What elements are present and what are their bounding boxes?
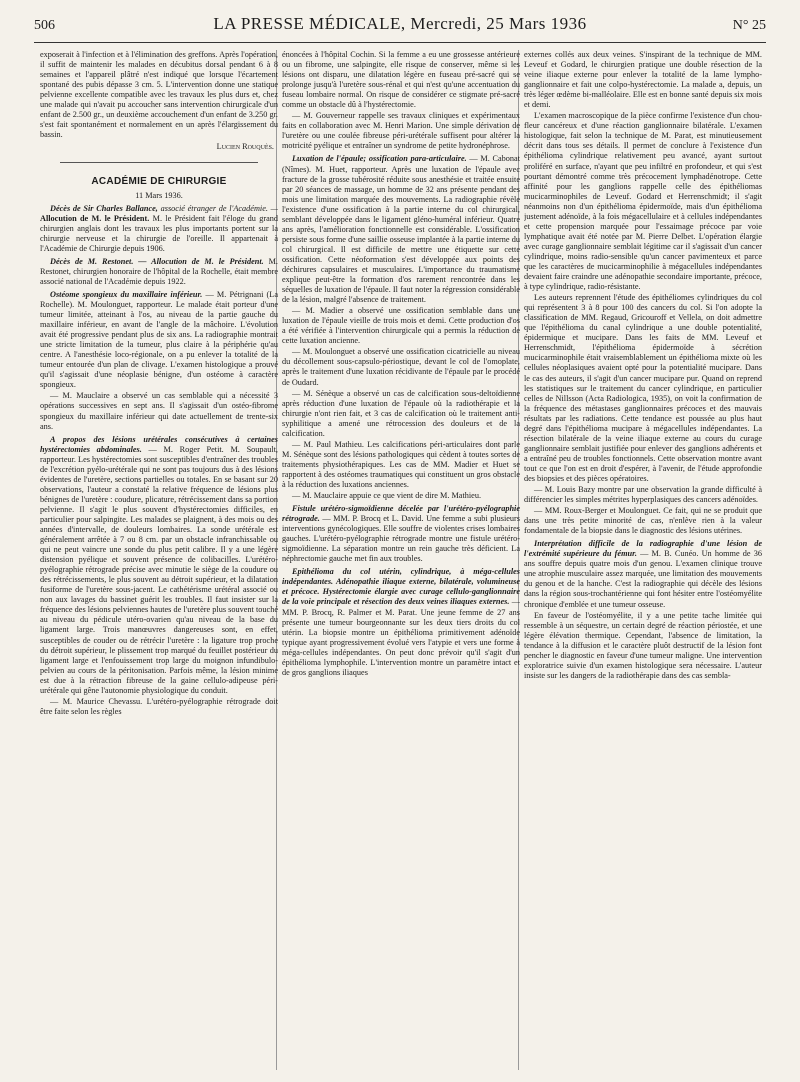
article-title: Epithélioma du col utérin, cylindrique, à méga-cellules indépendantes. Adénopathie iliaque externe, bilatérale, volumineuse et précoce. Hystérectomie élargie avec curage cellulo-ganglionnaire de la voie principale et résection des deux veines iliaques externes. xyxy=(282,567,520,607)
page-header xyxy=(34,14,766,42)
paragraph: — M. Gouverneur rappelle ses travaux cliniques et expérimentaux faits en collaboration avec M. Henri Marion. Une simple dérivation de l'uretère ou une coulée fibreuse péri-urétérale suffisent pour altérer la motricité pyélique et entraîner un syndrome de petite hydronéphrose. xyxy=(282,111,520,151)
paragraph: Les auteurs reprennent l'étude des épithéliomes cylindriques du col qui représentent 3 à 8 pour 100 des cancers du col. Si l'on adopte la classification de MM. Regaud, Gricouroff et Vellela, on doit admettre que l'épithélioma du canal cylindrique a une double potentialité, épidermique et mucipare. Dans les faits de MM. Leveuf et Herrenschmidt, l'épithélioma épidermoïde à sécrétion mucicarminophile était vraisemblablement un épithélioma mixte où les cellules néoplasiques avaient opté pour la potentialité mucipare. Dans le cas des auteurs, il s'agit d'un cancer mucipare pur. Quand on reprend les statistiques sur le traitement du cancer cylindrique, en particulier celles de Nillsson (Acta Radiologica, 1935), on voit la confirmation de la fréquence des métastases ganglionnaires précoces et des mauvais résultats par les radiations. Cette tendance est poussée au plus haut degré dans l'épithélioma mucipare à mégacellules indépendantes. La résection bilatérale de la veine iliaque externe au cours du curage ganglionnaire semblait justifiée pour enlever des ganglions adhérents et a entraîné peu de troubles fonctionnels. Cette observation montre avant tout ce que l'on est en droit d'espérer, à l'avenir, de l'étude approfondie des biopsies et des pièces opératoires. xyxy=(524,293,762,483)
paragraph: — M. Louis Bazy montre par une observation la grande difficulté à différencier les simples métrites hyperplasiques des cancers adénoïdes. xyxy=(524,485,762,505)
column-1 xyxy=(40,50,278,1074)
article-body: M. le Président fait l'éloge du grand chirurgien anglais dont les travaux les plus importants portent sur la chirurgie nerveuse et la chirurgie de l'oreille. Il appartenait à l'Académie de Chirurgie depuis 1906. xyxy=(40,213,278,253)
paragraph: — M. Sénèque a observé un cas de calcification sous-deltoïdienne après réduction d'une luxation de l'épaule où la radiothérapie et la chirurgie n'ont rien fait, et 3 cas de calcification où le traitement anti-syphilitique a amené une rétrocession des douleurs et de la calcification. xyxy=(282,388,520,438)
article-title: Interprétation difficile de la radiographie d'une lésion de l'extrémité supérieure du fémur. xyxy=(524,539,762,559)
article-body: M. Restonet, chirurgien honoraire de l'hôpital de la Rochelle, était membre associé national de l'Académie depuis 1922. xyxy=(40,256,278,286)
issue-date: Mercredi, 25 Mars 1936 xyxy=(410,14,587,33)
running-title xyxy=(94,14,706,34)
issue-number: N° 25 xyxy=(732,18,766,33)
paragraph: — M. Mauclaire appuie ce que vient de dire M. Mathieu. xyxy=(292,491,482,501)
article-title: Décès de Sir Charles Ballance, xyxy=(50,203,158,213)
article-title: Luxation de l'épaule; ossification para-articulaire. xyxy=(292,154,467,164)
section-date: 11 Mars 1936. xyxy=(135,190,183,200)
header-rule xyxy=(34,42,766,43)
paragraph xyxy=(40,435,278,696)
article-subtitle: associé étranger de l'Académie. — xyxy=(157,203,278,213)
article-title: A propos des lésions urétérales consécutives à certaines hystérectomies abdominales. xyxy=(40,434,278,454)
paragraph: — M. Maurice Chevassu. L'urétéro-pyélographie rétrograde doit être faite selon les règles xyxy=(40,696,278,716)
article-body: — M. Pétrignani (La Rochelle). M. Moulonguet, rapporteur. Le malade était porteur d'une tumeur limitée, atteinant à l'os, au niveau de la partie gauche du maxillaire inférieur, en avant de l'angle de la mâchoire. L'évolution avait été progressive pendant plus de six ans. La radiographie montrait une stricte limitation de la tumeur, plus claire à la périphérie qu'au centre. A l'anesthésie loco-régionale, on a pu enlever la totalité de la tumeur entourée d'un plan de clivage. L'examen histologique a prouvé qu'il s'agissait d'une néoplasie bénigne, d'un ostéome à caractère spongieux. xyxy=(40,289,278,390)
journal-name: LA PRESSE MÉDICALE, xyxy=(213,14,406,33)
paragraph: — M. Madier a observé une ossification semblable dans une luxation de l'épaule vieille de trois mois et demi. Cette production d'os a été vérifiée à l'intervention chirurgicale qui a permis la réduction de cette luxation ancienne. xyxy=(282,306,520,346)
article-title: Décès de M. Restonet. — Allocution de M. le Président. xyxy=(50,256,264,266)
paragraph: — M. Mauclaire a observé un cas semblable qui a nécessité 3 opérations successives en sept ans. Il s'agissait d'un ostéo-fibrome spongieux du maxillaire inférieur qui date actuellement de trente-six ans. xyxy=(40,391,278,431)
article-body: — M. Cabonat (Nîmes). M. Huet, rapporteur. Après une luxation de l'épaule avec fracture de la grosse tubérosité réduite sous anesthésie et traitée ensuite par 20 séances de massage, un homme de 32 ans présente pendant des mois une limitation marquée des mouvements. La radiographie révèle l'existence d'une ossification à la partie interne du col chirurgical, semblant développée dans le ligament gléno-huméral inférieur. Quatre ans après, l'amélioration fonctionnelle est considérable. L'ossification persiste sous forme d'une saillie osseuse implantée à la partie interne du col chirurgical. Il est difficile de mettre une étiquette sur cette ossification. Cette néoformation s'est développée aux points des déchirures capsulaires et musculaires. L'importance du traumatisme explique peut-être la formation d'os rarement rencontrée dans les séquelles de luxation de l'épaule. Il faut noter la régression considérable de la lésion, malgré l'absence de traitement. xyxy=(282,154,520,305)
section-title: ACADÉMIE DE CHIRURGIE xyxy=(91,176,227,188)
paragraph xyxy=(282,154,520,305)
column-2 xyxy=(282,50,520,1074)
section-divider xyxy=(60,162,258,163)
article-body: — MM. P. Brocq, R. Palmer et M. Parat. Une jeune femme de 27 ans présente une tumeur bourgeonnante sur les deux tiers droits du col utérin. La biopsie montre un épithélioma primitivement adénoïde typique ayant progressivement évolué vers l'atypie et vers une forme à méga-cellules indépendantes. On peut donc prévoir qu'il s'agit d'un épithélioma lymphophile. L'intervention montre un paramètre intact et de gros ganglions iliaques xyxy=(282,597,520,677)
article-allocution: Allocution de M. le Président. xyxy=(40,213,150,223)
paragraph: exposerait à l'infection et à l'élimination des greffons. Après l'opération, il suffit de maintenir les malades en décubitus dorsal pendant 6 à 8 semaines et l'appareil plâtré n'est indiqué que lorsque l'écartement spontané des pubis dépasse 3 cm. 5. L'intervention donne une statique pelvienne excellente compatible avec les travaux les plus durs et, chez une malade qui n'avait pu accoucher sans intervention chirurgicale d'un enfant de 2.500 gr., un deuxième accouchement d'un enfant de 3.250 gr. s'est fait spontanément et normalement en un après l'élargissement du bassin. xyxy=(40,50,278,140)
paragraph xyxy=(40,204,278,254)
paragraph: L'examen macroscopique de la pièce confirme l'existence d'un chou-fleur cancéreux et d'une réaction ganglionnaire bilatérale. L'examen histologique, fait selon la technique de M. Parat, est minutieusement décrit dans tous ses détails. Il permet de conclure à l'existence d'un épithélioma cylindrique relativement peu avancé, ayant surtout proliféré en surface, n'ayant que peu infiltré en profondeur, et qui s'est pourtant démontré comme très précocement lymphadénotrope. Cette affinité pour les ganglions rappelle celle des épithéliomas mucicarminophiles de Leveuf. Godard et Herrenschmidt; il s'agit néanmoins non d'un épithélioma épidermoïde, mais d'un épithélioma justement adénoïde, à la fois mégacellulaire et à cellules indépendantes et cette propension marquée pour l'essaimage précoce par voie lymphatique avait été notée par M. Pierre Delbet. L'opération élargie avec curage ganglionnaire semblait légitime car il s'agissait d'un cancer cylindrique, moins radio-sensible qu'un cancer pavimenteux et parce que les caractères de mucicarminophilie à mégacellules indépendantes devaient faire craindre une adénopathie secondaire importante, précoce, à type cylindrique, radio-résistante. xyxy=(524,111,762,292)
article-title: Ostéome spongieux du maxillaire inférieur. xyxy=(50,289,203,299)
paragraph xyxy=(40,290,278,390)
column-3 xyxy=(524,50,762,1074)
paragraph xyxy=(524,539,762,609)
paragraph xyxy=(40,257,278,287)
paragraph: — M. Paul Mathieu. Les calcifications péri-articulaires dont parle M. Sénèque sont des lésions pathologiques qui cèdent à toutes sortes de traitements physiothérapiques. Les cas de MM. Madier et Huet se rapportent à des ostéomes traumatiques qui constituent un gros obstacle à la réduction des luxations anciennes. xyxy=(282,439,520,489)
paragraph: — MM. Roux-Berger et Moulonguet. Ce fait, qui ne se produit que dans une très petite minorité de cas, n'enlève rien à la valeur fondamentale de la biopsie dans le diagnostic des lésions utérines. xyxy=(524,506,762,536)
paragraph: externes collés aux deux veines. S'inspirant de la technique de MM. Leveuf et Godard, le chirurgien pratique une double résection de la veine iliaque externe pour enlever la totalité de la lame lympho-ganglionnaire et fait une colpo-hystérectomie. La malade a, depuis, un très léger œdème bi-malléolaire. Elle est en bonne santé depuis six mois et demi. xyxy=(524,50,762,110)
article-title: Fistule urétéro-sigmoïdienne décelée par l'urétéro-pyélographie rétrograde. xyxy=(282,504,520,524)
article-body: — M. B. Cunéo. Un homme de 36 ans souffre depuis quatre mois d'un genou. L'examen clinique trouve une atrophie musculaire assez marquée, une limitation des mouvements du genou et de la hanche. C'est la radiographie qui décèle des lésions dans la région sous-trochantérienne qui font hésiter entre l'ostéomyélite chronique d'emblée et une tumeur osseuse. xyxy=(524,549,762,609)
author-signature: Lucien Rouquès. xyxy=(216,142,274,152)
article-body: — MM. P. Brocq et L. David. Une femme a subi plusieurs interventions gynécologiques. Elle souffre de violentes crises lombaires gauches. L'urétéro-pyélographie rétrograde montre une fistule urétéro-sigmoïdienne. La séparation montre un rein gauche très déficient. La néphrectomie gauche met fin aux troubles. xyxy=(282,514,520,564)
paragraph xyxy=(282,504,520,564)
paragraph: — M. Moulonguet a observé une ossification cicatricielle au niveau du décollement sous-capsulo-périostique, devant le col de l'omoplate, après le traitement d'une luxation récidivante de l'épaule par le procédé de Oudard. xyxy=(282,347,520,387)
paragraph: En faveur de l'ostéomyélite, il y a une petite tache limitée qui ressemble à un séquestre, un certain degré de réaction périostée, et une légère élévation thermique. Cependant, l'absence de limitation, la tendance à la diffusion et le caractère pluôt destructif de la lésion font pencher le diagnostic en faveur d'une tumeur maligne. Une intervention exploratrice suivie d'un examen histologique sera nécessaire. L'auteur insiste sur les dangers de la radiothérapie dans des cas sembla- xyxy=(524,610,762,680)
page-number: 506 xyxy=(34,18,55,33)
paragraph xyxy=(282,567,520,678)
paragraph: énoncées à l'hôpital Cochin. Si la femme a eu une grossesse antérieure ou un fibrome, une salpingite, elle risque de conserver, même si les lésions ont disparu, une dilatation légère en fuseau pré-sacré qui se prolonge jusqu'à l'uretère sous-rénal et qui n'est qu'une accentuation du fuseau lombaire normal. On risque de considérer ce stigmate pré-sacré comme un obstacle dû à l'hystérectomie. xyxy=(282,50,520,110)
article-body: — M. Roger Petit. M. Soupault, rapporteur. Les hystérectomies sont susceptibles d'entraîner des troubles de l'excrétion pyélo-urétérale qui ne sont pas toujours dus à des lésions évidentes de l'uretère, sections partielles ou totales. En se basant sur 20 observations, l'auteur a constaté la relative fréquence de lésions plus bénignes de l'uretère : coudure, plicature, rétrécissement dans sa portion pelvienne. Il s'agit le plus souvent d'hystérectomies difficiles, en particulier pour salpingite. Les malades se plaignent, à des mois ou des années d'intervalle, de douleurs lombaires. La sonde urétérale est généralement arrêtée à 7 ou 8 cm. par un obstacle infranchissable ou qui ne peut vaincre une sonde du plus petit calibre. Il y a une légère distension pyélique et souvent présence de colibacilles. L'urétéro-pyélographie rétrograde précise avec minutie le siège de la coudure ou des rétrécissements, le plus souvent au détroit supérieur, et la dilatation fusiforme de l'uretère sous-jacent. Le cathétérisme urétéral associé ou non aux lavages du bassinet guérit les troubles. Il faut insister sur la fréquence des lésions pelviennes hautes de l'uretère plus souvent touché au niveau du pédicule utéro-ovarien qu'au niveau de la base du ligament large. Trois manœuvres dangereuses sont, en effet, susceptibles de couder ou de rétrécir l'uretère : la ligature trop proche du détroit supérieur, le plissement trop marqué du feuillet postérieur du ligament large et l'enfouissement trop large du moignon infundibulo-pelvien au cours de la péritonisation. Parfois même, la lésion minime est due à la rétraction fibreuse de la gaine cellulo-adipeuse péri-urétérale qui gêne l'autonomie physiologique du conduit. xyxy=(40,444,278,695)
